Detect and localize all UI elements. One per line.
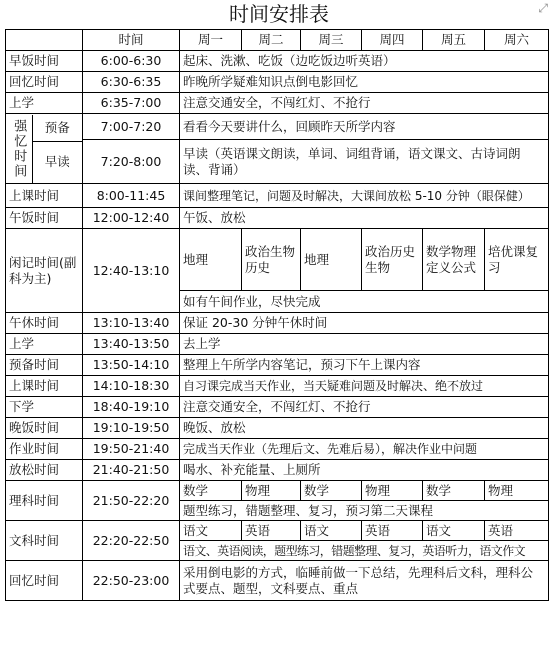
row-label: 晚饭时间 — [6, 418, 83, 439]
subject-fri: 数学 — [423, 481, 485, 501]
row-content: 早读（英语课文朗读，单词、词组背诵，语文课文、古诗词朗读、背诵） — [180, 140, 549, 184]
header-mon: 周一 — [180, 30, 242, 51]
row-content: 注意交通安全，不闯红灯、不抢行 — [180, 397, 549, 418]
table-row — [6, 481, 549, 501]
header-time: 时间 — [83, 30, 180, 51]
row-label: 理科时间 — [6, 481, 83, 521]
subject-tue: 政治生物历史 — [242, 229, 301, 291]
subject-thu: 政治历史生物 — [362, 229, 423, 291]
row-time: 6:00-6:30 — [83, 51, 180, 72]
memory-group-cell — [6, 114, 83, 184]
subject-fri: 语文 — [423, 521, 485, 541]
row-time: 12:00-12:40 — [83, 208, 180, 229]
row-label: 上课时间 — [6, 184, 83, 208]
row-label: 午休时间 — [6, 313, 83, 334]
row-label: 上课时间 — [6, 376, 83, 397]
row-label: 上学 — [6, 334, 83, 355]
row-time: 6:30-6:35 — [83, 72, 180, 93]
subject-fri: 数学物理定义公式 — [423, 229, 485, 291]
schedule-table — [5, 29, 549, 601]
table-row — [6, 334, 549, 355]
row-time: 12:40-13:10 — [83, 229, 180, 313]
subject-thu: 英语 — [362, 521, 423, 541]
row-time: 13:40-13:50 — [83, 334, 180, 355]
table-row — [6, 229, 549, 291]
row-label: 回忆时间 — [6, 72, 83, 93]
row-content: 采用倒电影的方式，临睡前做一下总结，先理科后文科，理科公式要点、题型，文科要点、重点 — [180, 561, 549, 601]
subject-mon: 数学 — [180, 481, 242, 501]
row-label: 下学 — [6, 397, 83, 418]
row-time: 14:10-18:30 — [83, 376, 180, 397]
row-time: 13:50-14:10 — [83, 355, 180, 376]
header-wed: 周三 — [301, 30, 362, 51]
table-row — [6, 184, 549, 208]
table-row — [6, 439, 549, 460]
row-content: 喝水、补充能量、上厕所 — [180, 460, 549, 481]
table-row — [6, 418, 549, 439]
row-time: 13:10-13:40 — [83, 313, 180, 334]
row-content: 整理上午所学内容笔记，预习下午上课内容 — [180, 355, 549, 376]
row-content: 昨晚所学疑难知识点倒电影回忆 — [180, 72, 549, 93]
row-content: 看看今天要讲什么，回顾昨天所学内容 — [180, 114, 549, 140]
row-time: 7:00-7:20 — [83, 114, 180, 140]
row-content: 完成当天作业（先理后文、先难后易），解决作业中问题 — [180, 439, 549, 460]
row-label: 早读 — [44, 154, 70, 169]
row-label: 午饭时间 — [6, 208, 83, 229]
row-note: 题型练习，错题整理、复习，预习第二天课程 — [180, 501, 549, 521]
subject-mon: 语文 — [180, 521, 242, 541]
subject-wed: 地理 — [301, 229, 362, 291]
row-time: 7:20-8:00 — [83, 140, 180, 184]
row-label: 放松时间 — [6, 460, 83, 481]
row-note: 语文、英语阅读，题型练习，错题整理、复习，英语听力，语文作文 — [180, 541, 549, 561]
row-time: 19:50-21:40 — [83, 439, 180, 460]
row-label: 早饭时间 — [6, 51, 83, 72]
header-tue: 周二 — [242, 30, 301, 51]
subject-tue: 物理 — [242, 481, 301, 501]
table-row — [6, 313, 549, 334]
row-label: 预备 — [32, 115, 82, 142]
table-row — [6, 93, 549, 114]
subject-sat: 培优课复习 — [485, 229, 549, 291]
row-label: 预备时间 — [6, 355, 83, 376]
row-content: 课间整理笔记，问题及时解决，大课间放松 5-10 分钟（眼保健） — [180, 184, 549, 208]
header-fri: 周五 — [423, 30, 485, 51]
header-thu: 周四 — [362, 30, 423, 51]
memory-group — [6, 115, 82, 183]
table-row — [6, 521, 549, 541]
table-row — [6, 51, 549, 72]
subject-thu: 物理 — [362, 481, 423, 501]
row-content: 保证 20-30 分钟午休时间 — [180, 313, 549, 334]
row-label: 文科时间 — [6, 521, 83, 561]
subject-wed: 语文 — [301, 521, 362, 541]
row-label: 上学 — [6, 93, 83, 114]
row-time: 18:40-19:10 — [83, 397, 180, 418]
row-label: 回忆时间 — [6, 561, 83, 601]
row-content: 午饭、放松 — [180, 208, 549, 229]
row-content: 自习课完成当天作业，当天疑难问题及时解决、绝不放过 — [180, 376, 549, 397]
row-time: 19:10-19:50 — [83, 418, 180, 439]
table-row — [6, 208, 549, 229]
header-row — [6, 30, 549, 51]
subject-sat: 英语 — [485, 521, 549, 541]
subject-sat: 物理 — [485, 481, 549, 501]
row-time: 8:00-11:45 — [83, 184, 180, 208]
subject-mon: 地理 — [180, 229, 242, 291]
table-row — [6, 114, 549, 140]
table-row — [6, 72, 549, 93]
row-note: 如有午间作业，尽快完成 — [180, 291, 549, 313]
table-row — [6, 561, 549, 601]
table-row — [6, 397, 549, 418]
table-row — [6, 376, 549, 397]
row-time: 21:40-21:50 — [83, 460, 180, 481]
row-time: 21:50-22:20 — [83, 481, 180, 521]
header-empty — [6, 30, 83, 51]
row-content: 注意交通安全，不闯红灯、不抢行 — [180, 93, 549, 114]
row-label: 作业时间 — [6, 439, 83, 460]
row-content: 晚饭、放松 — [180, 418, 549, 439]
row-label: 闲记时间(副科为主) — [6, 229, 83, 313]
subject-wed: 数学 — [301, 481, 362, 501]
subject-tue: 英语 — [242, 521, 301, 541]
table-row — [6, 140, 549, 184]
table-row — [6, 355, 549, 376]
page-title: 时间安排表 — [229, 2, 329, 26]
table-row — [6, 460, 549, 481]
row-time: 22:20-22:50 — [83, 521, 180, 561]
memory-group-label: 强忆时间 — [6, 115, 32, 183]
header-sat: 周六 — [485, 30, 549, 51]
row-time: 22:50-23:00 — [83, 561, 180, 601]
expand-icon[interactable]: ⤢ — [538, 1, 548, 15]
row-content: 去上学 — [180, 334, 549, 355]
row-time: 6:35-7:00 — [83, 93, 180, 114]
row-content: 起床、洗漱、吃饭（边吃饭边听英语） — [180, 51, 549, 72]
